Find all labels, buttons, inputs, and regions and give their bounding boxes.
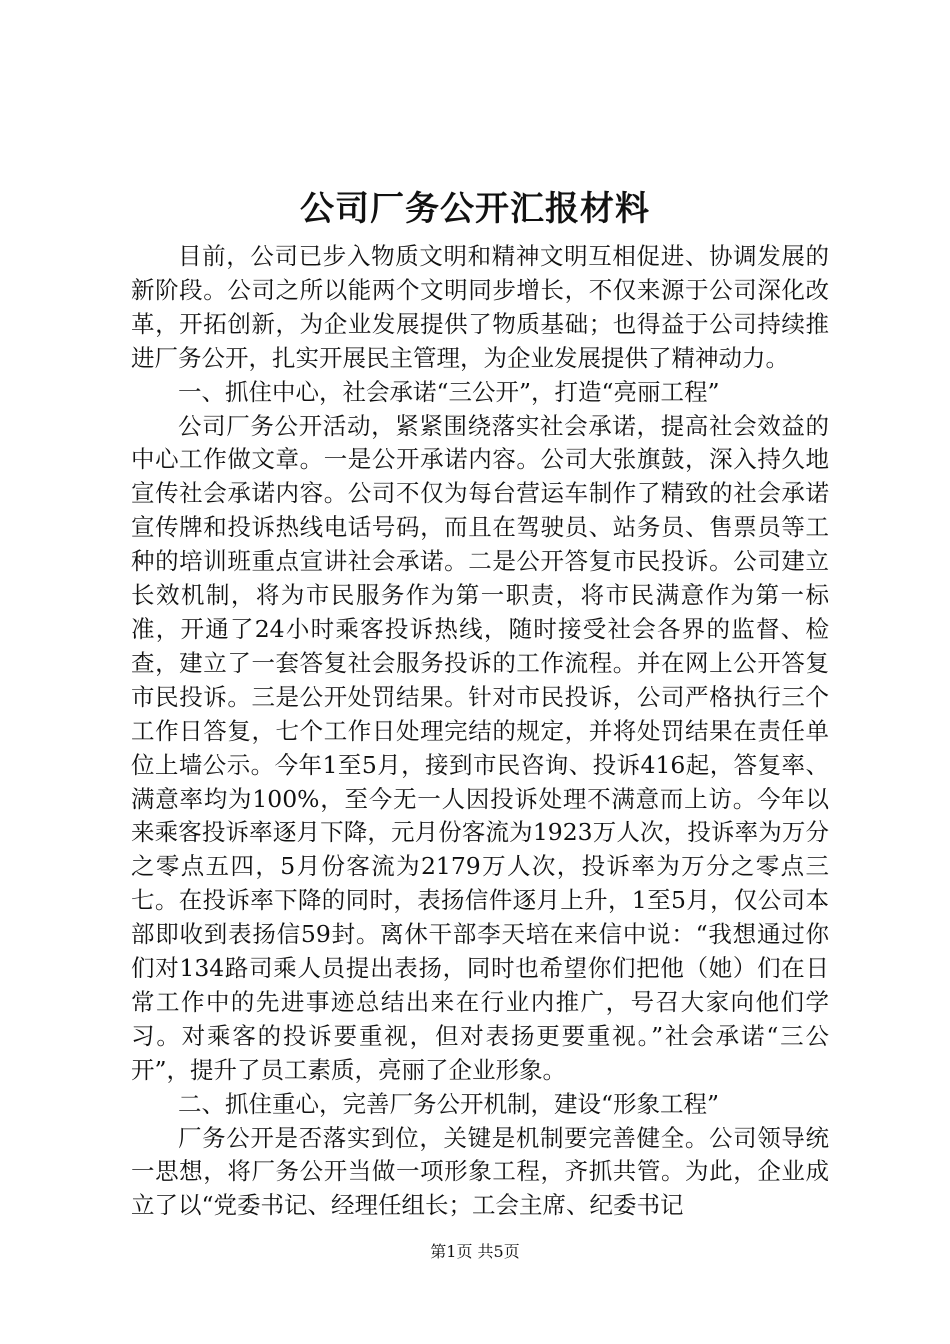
document-body [131, 240, 829, 1223]
document-title: 公司厂务公开汇报材料 [300, 189, 650, 229]
intro-paragraph: 目前，公司已步入物质文明和精神文明互相促进、协调发展的新阶段。公司之所以能两个文明同步增长，不仅来源于公司深化改革，开拓创新，为企业发展提供了物质基础；也得益于公司持续推进厂务公开，扎实开展民主管理，为企业发展提供了精神动力。 [131, 242, 829, 372]
section-heading-1: 一、抓住中心，社会承诺“三公开”，打造“亮丽工程” [178, 377, 720, 406]
section-2-paragraph: 厂务公开是否落实到位，关键是机制要完善健全。公司领导统一思想，将厂务公开当做一项形象工程，齐抓共管。为此，企业成立了以“党委书记、经理任组长；工会主席、纪委书记 [131, 1123, 829, 1220]
section-1-paragraph: 公司厂务公开活动，紧紧围绕落实社会承诺，提高社会效益的中心工作做文章。一是公开承诺内容。公司大张旗鼓，深入持久地宣传社会承诺内容。公司不仅为每台营运车制作了精致的社会承诺宣传牌和投诉热线电话号码，而且在驾驶员、站务员、售票员等工种的培训班重点宣讲社会承诺。二是公开答复市民投诉。公司建立长效机制，将为市民服务作为第一职责，将市民满意作为第一标准，开通了24小时乘客投诉热线，随时接受社会各界的监督、检查，建立了一套答复社会服务投诉的工作流程。并在网上公开答复市民投诉。三是公开处罚结果。针对市民投诉，公司严格执行三个工作日答复，七个工作日处理完结的规定，并将处罚结果在责任单位上墙公示。今年1至5月，接到市民咨询、投诉416起，答复率、满意率均为100%，至今无一人因投诉处理不满意而上访。今年以来乘客投诉率逐月下降，元月份客流为1923万人次，投诉率为万分之零点五四，5月份客流为2179万人次，投诉率为万分之零点三七。在投诉率下降的同时，表扬信件逐月上升，1至5月，仅公司本部即收到表扬信59封。离休干部李天培在来信中说：“我想通过你们对134路司乘人员提出表扬，同时也希望你们把他（她）们在日常工作中的先进事迹总结出来在行业内推广，号召大家向他们学习。对乘客的投诉要重视，但对表扬更要重视。”社会承诺“三公开”，提升了员工素质，亮丽了企业形象。 [131, 411, 829, 1084]
section-heading-2: 二、抓住重心，完善厂务公开机制，建设“形象工程” [178, 1089, 720, 1118]
page-number-footer: 第1页 共5页 [430, 1242, 520, 1261]
